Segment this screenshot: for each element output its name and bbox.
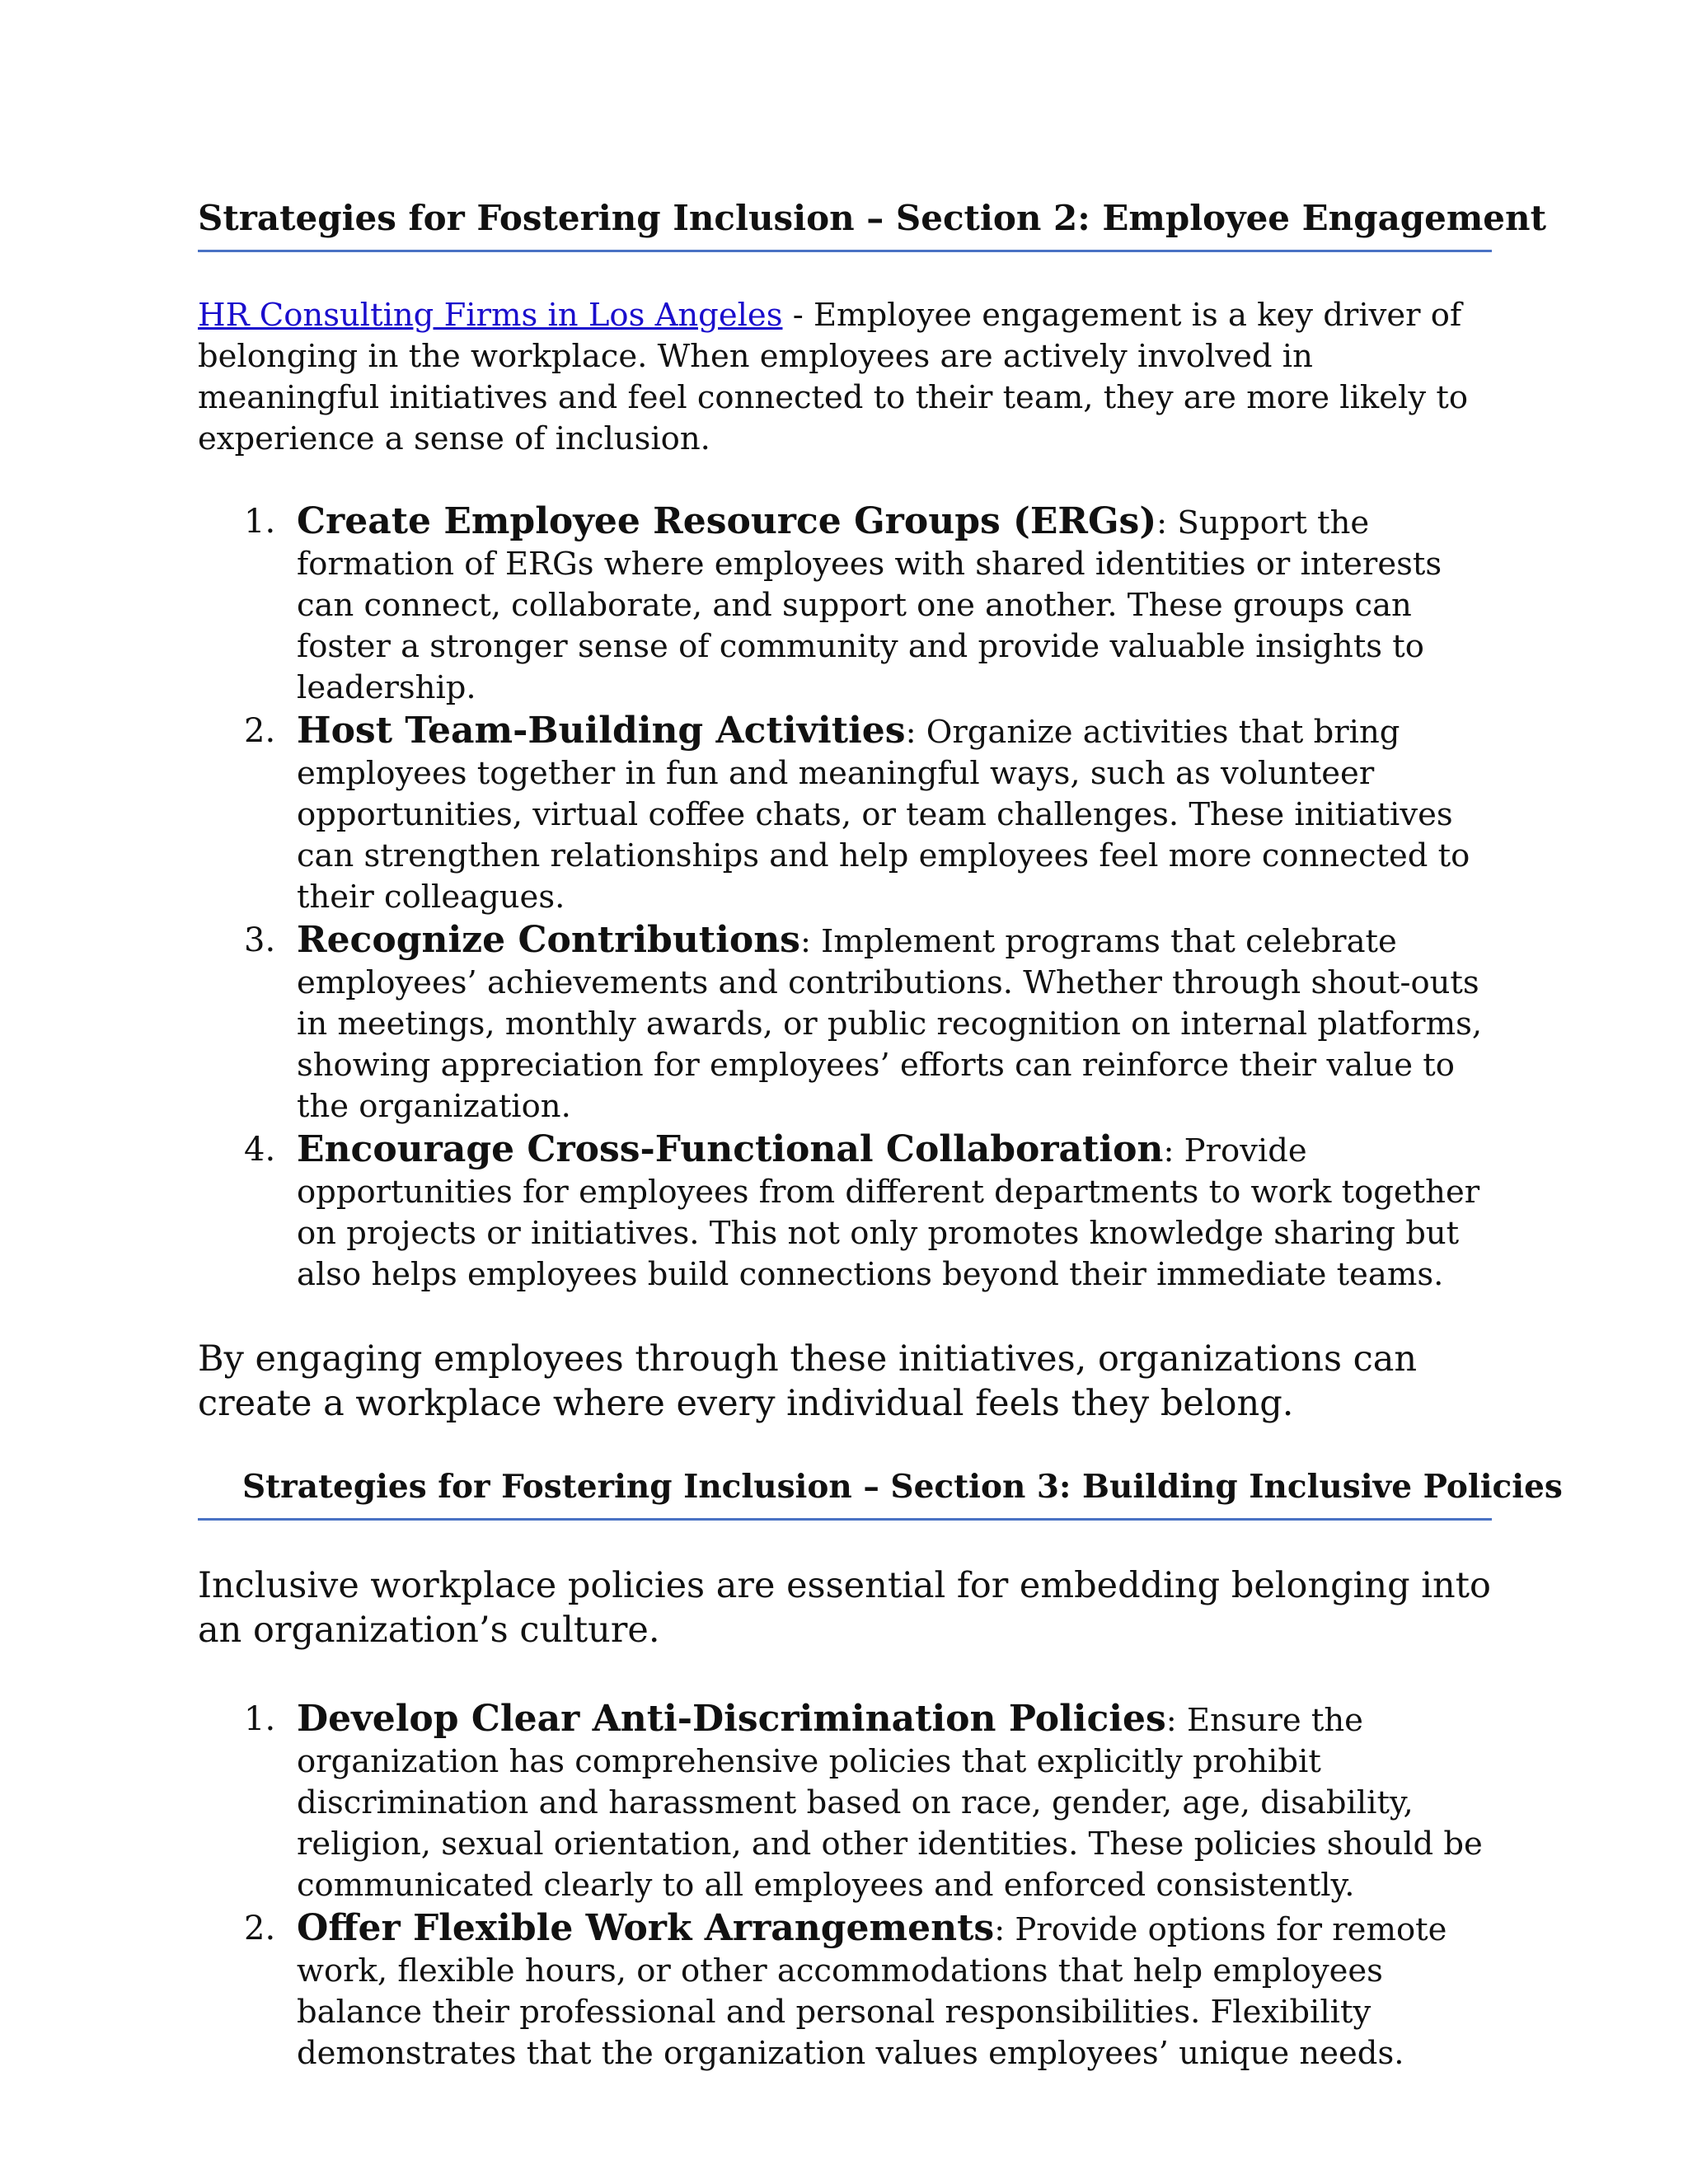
list-item	[198, 1908, 1492, 2074]
list-item-text: : Provide opportunities for employees from different departments to work together on projects or initiatives. This not only promotes knowledge sharing but also helps employees build connections beyond their immediate teams.	[297, 1132, 1480, 1293]
section-2-intro-text: - Employee engagement is a key driver of belonging in the workplace. When employees are actively involved in meaningful initiatives and feel connected to their team, they are more likely to experience a sense of inclusion.	[198, 297, 1468, 457]
engagement-list	[198, 501, 1492, 1296]
list-item-term: Encourage Cross-Functional Collaboration	[297, 1128, 1164, 1170]
document-page	[198, 0, 1563, 2076]
list-item-term: Develop Clear Anti-Discrimination Policies	[297, 1698, 1166, 1740]
list-item-term: Recognize Contributions	[297, 919, 800, 961]
policies-list	[198, 1699, 1492, 2074]
hr-consulting-link[interactable]: HR Consulting Firms in Los Angeles	[198, 297, 783, 334]
section-2-heading: Strategies for Fostering Inclusion – Section 2: Employee Engagement	[198, 195, 1492, 252]
list-number: 1.	[244, 1700, 276, 1738]
section-2-closing: By engaging employees through these initiatives, organizations can create a workplace where every individual feels they belong.	[198, 1338, 1418, 1424]
list-item-text: : Organize activities that bring employees together in fun and meaningful ways, such as volunteer opportunities, virtual coffee chats, or team challenges. These initiatives can strengthen relationships and help employees feel more connected to their colleagues.	[297, 714, 1470, 916]
list-item	[198, 501, 1492, 709]
list-item-text: : Support the formation of ERGs where employees with shared identities or interests can connect, collaborate, and support one another. These groups can foster a stronger sense of community and provide valuable insights to leadership.	[297, 504, 1442, 706]
list-item	[198, 920, 1492, 1127]
list-item-text: : Ensure the organization has comprehensive policies that explicitly prohibit discrimination and harassment based on race, gender, age, disability, religion, sexual orientation, and other identities. These policies should be communicated clearly to all employees and enforced consistently.	[297, 1702, 1483, 1904]
list-number: 4.	[244, 1131, 276, 1169]
list-item	[198, 1129, 1492, 1296]
list-number: 3.	[244, 921, 276, 959]
section-3-heading: Strategies for Fostering Inclusion – Section 3: Building Inclusive Policies	[198, 1464, 1492, 1521]
list-item-term: Offer Flexible Work Arrangements	[297, 1907, 995, 1949]
section-3-intro: Inclusive workplace policies are essential for embedding belonging into an organization’s culture.	[198, 1565, 1491, 1651]
list-item-text: : Implement programs that celebrate employees’ achievements and contributions. Whether through shout-outs in meetings, monthly awards, or public recognition on internal platforms, showing appreciation for employees’ efforts can reinforce their value to the organization.	[297, 923, 1483, 1125]
list-item	[198, 710, 1492, 918]
list-item-term: Create Employee Resource Groups (ERGs)	[297, 500, 1157, 542]
list-item-term: Host Team-Building Activities	[297, 710, 906, 752]
list-number: 1.	[244, 503, 276, 541]
list-item-text: : Provide options for remote work, flexible hours, or other accommodations that help employees balance their professional and personal responsibilities. Flexibility demonstrates that the organization values employees’ unique needs.	[297, 1911, 1447, 2072]
list-number: 2.	[244, 1910, 276, 1947]
section-2-intro	[198, 295, 1492, 460]
list-item	[198, 1699, 1492, 1906]
list-number: 2.	[244, 712, 276, 750]
